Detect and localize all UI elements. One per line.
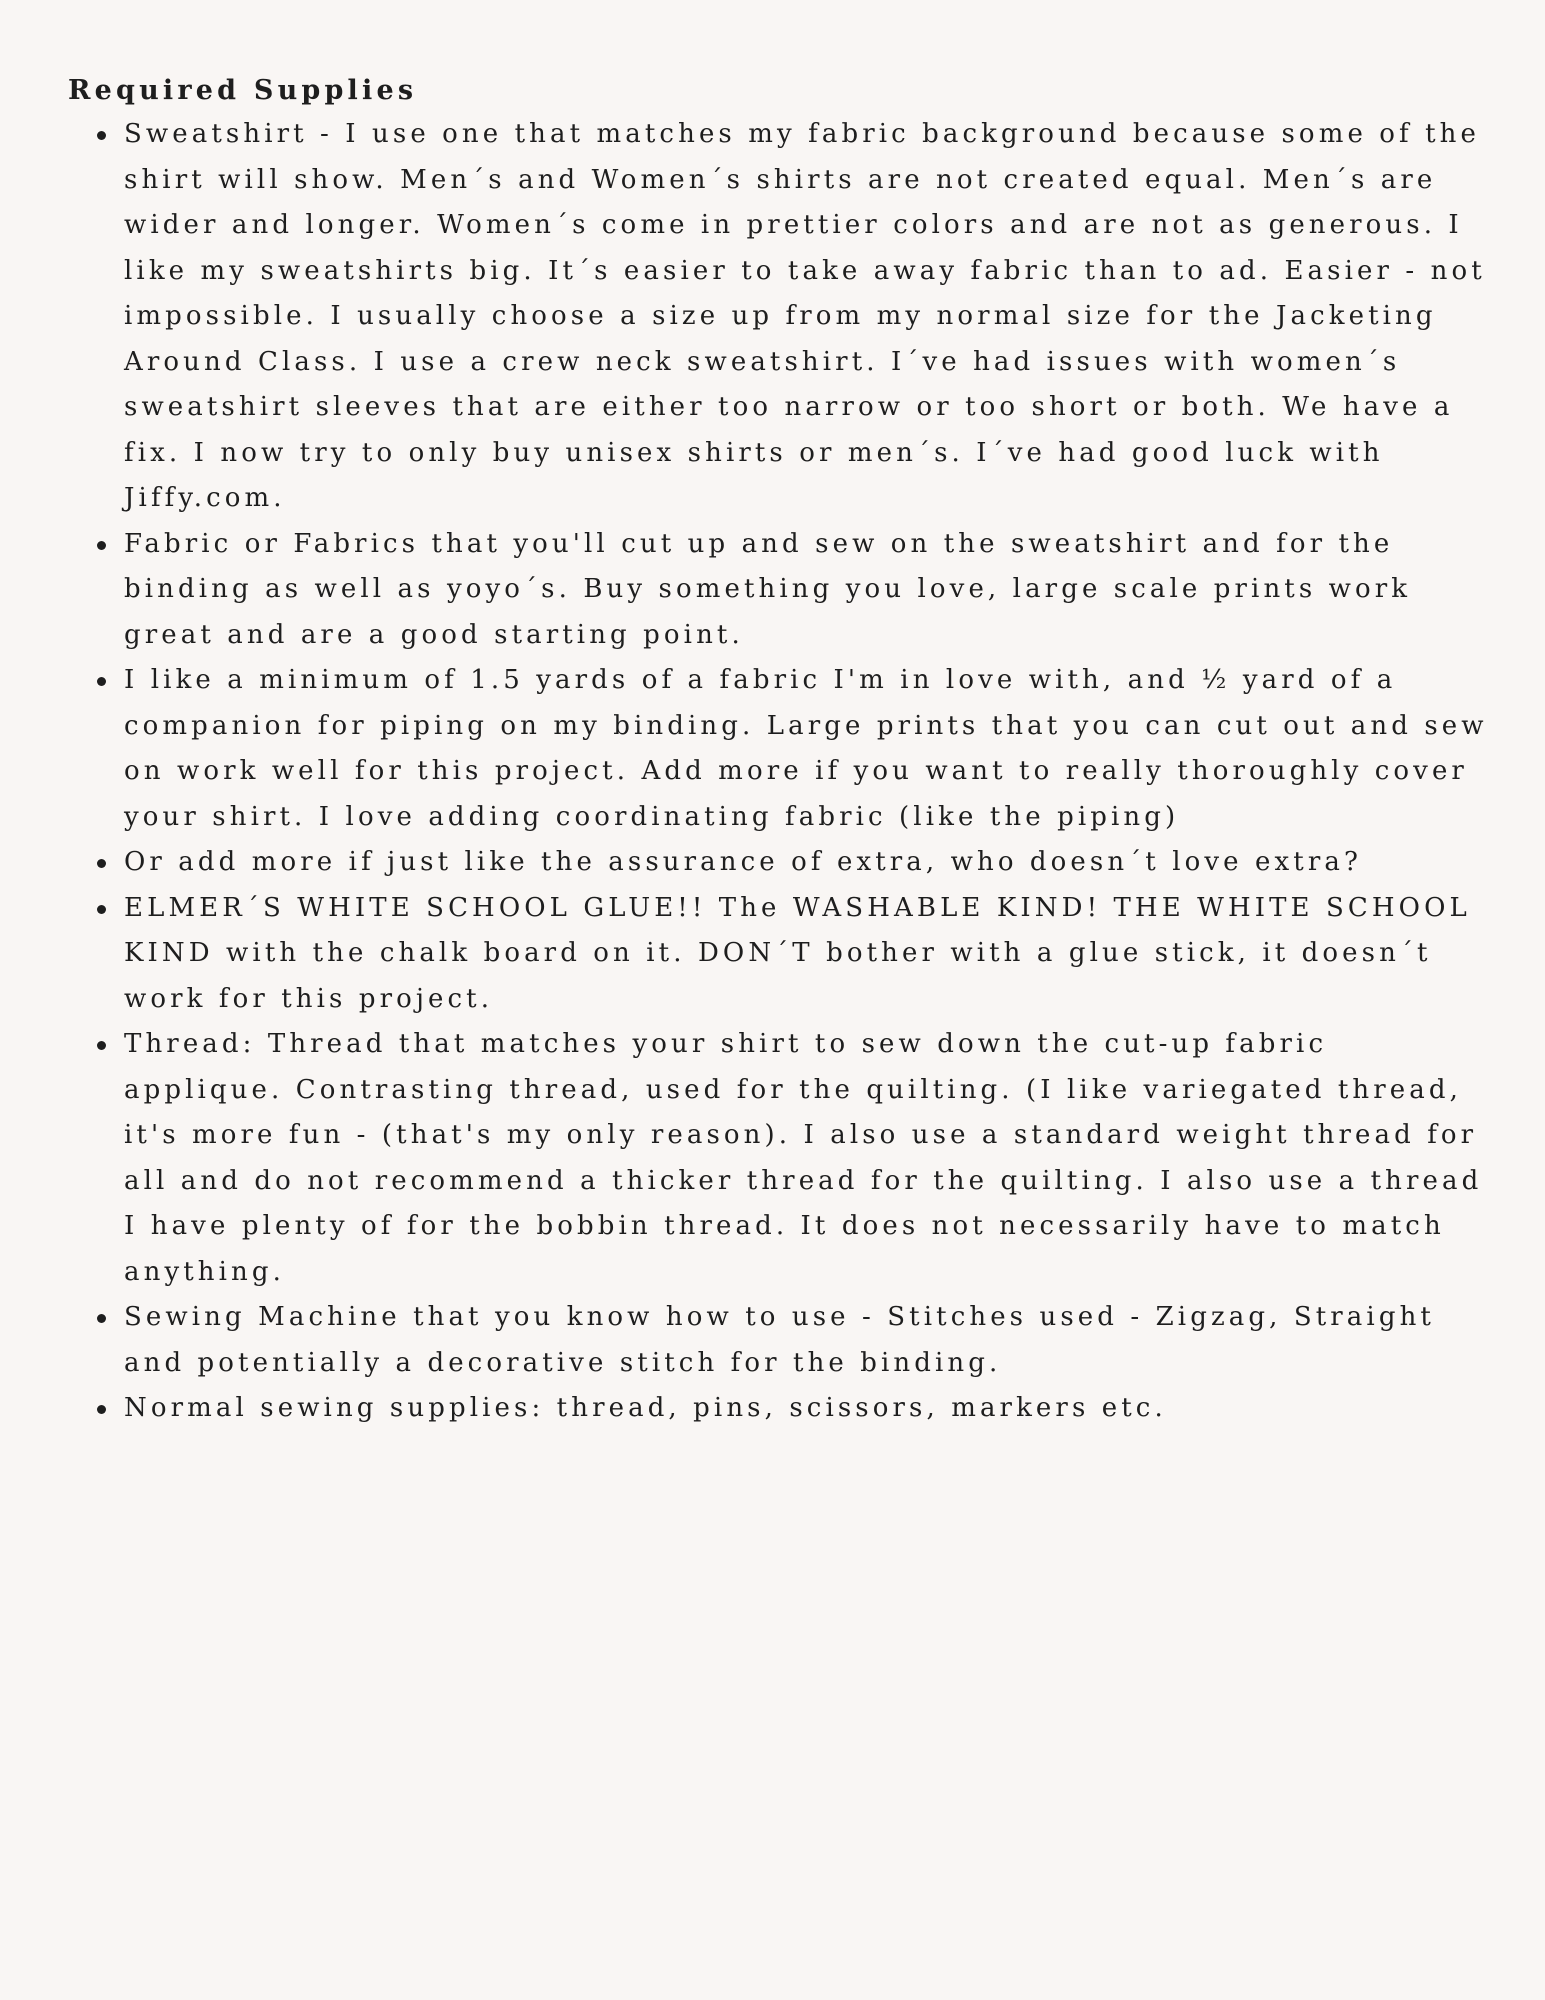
list-item-fabric: Fabric or Fabrics that you'll cut up and sew on the sweatshirt and for the binding as well as yoyo´s. Buy something you love, large scale prints work great and are a good starting point. [124, 522, 1488, 659]
list-item-glue: ELMER´S WHITE SCHOOL GLUE!! The WASHABLE KIND! THE WHITE SCHOOL KIND with the chalk board on it. DON´T bother with a glue stick, it doesn´t work for this project. [124, 886, 1488, 1023]
list-item-sweatshirt: Sweatshirt - I use one that matches my fabric background because some of the shirt will show. Men´s and Women´s shirts are not created equal. Men´s are wider and longer. Women´s come in prettier colors and are not as generous. I like my sweatshirts big. It´s easier to take away fabric than to ad. Easier - not impossible. I usually choose a size up from my normal size for the Jacketing Around Class. I use a crew neck sweatshirt. I´ve had issues with women´s sweatshirt sleeves that are either too narrow or too short or both. We have a fix. I now try to only buy unisex shirts or men´s. I´ve had good luck with Jiffy.com. [124, 112, 1488, 522]
list-item-normal-supplies: Normal sewing supplies: thread, pins, scissors, markers etc. [124, 1386, 1488, 1432]
section-heading: Required Supplies [68, 75, 418, 106]
list-item-thread: Thread: Thread that matches your shirt to sew down the cut-up fabric applique. Contrasting thread, used for the quilting. (I like variegated thread, it's more fun - (that's my only reason). I also use a standard weight thread for all and do not recommend a thicker thread for the quilting. I also use a thread I have plenty of for the bobbin thread. It does not necessarily have to match anything. [124, 1022, 1488, 1295]
document-page [68, 68, 1488, 1432]
list-item-extra: Or add more if just like the assurance of extra, who doesn´t love extra? [124, 840, 1488, 886]
list-item-sewing-machine: Sewing Machine that you know how to use - Stitches used - Zigzag, Straight and potentially a decorative stitch for the binding. [124, 1295, 1488, 1386]
list-item-yardage: I like a minimum of 1.5 yards of a fabric I'm in love with, and ½ yard of a companion for piping on my binding. Large prints that you can cut out and sew on work well for this project. Add more if you want to really thoroughly cover your shirt. I love adding coordinating fabric (like the piping) [124, 658, 1488, 840]
supplies-list [68, 112, 1488, 1432]
